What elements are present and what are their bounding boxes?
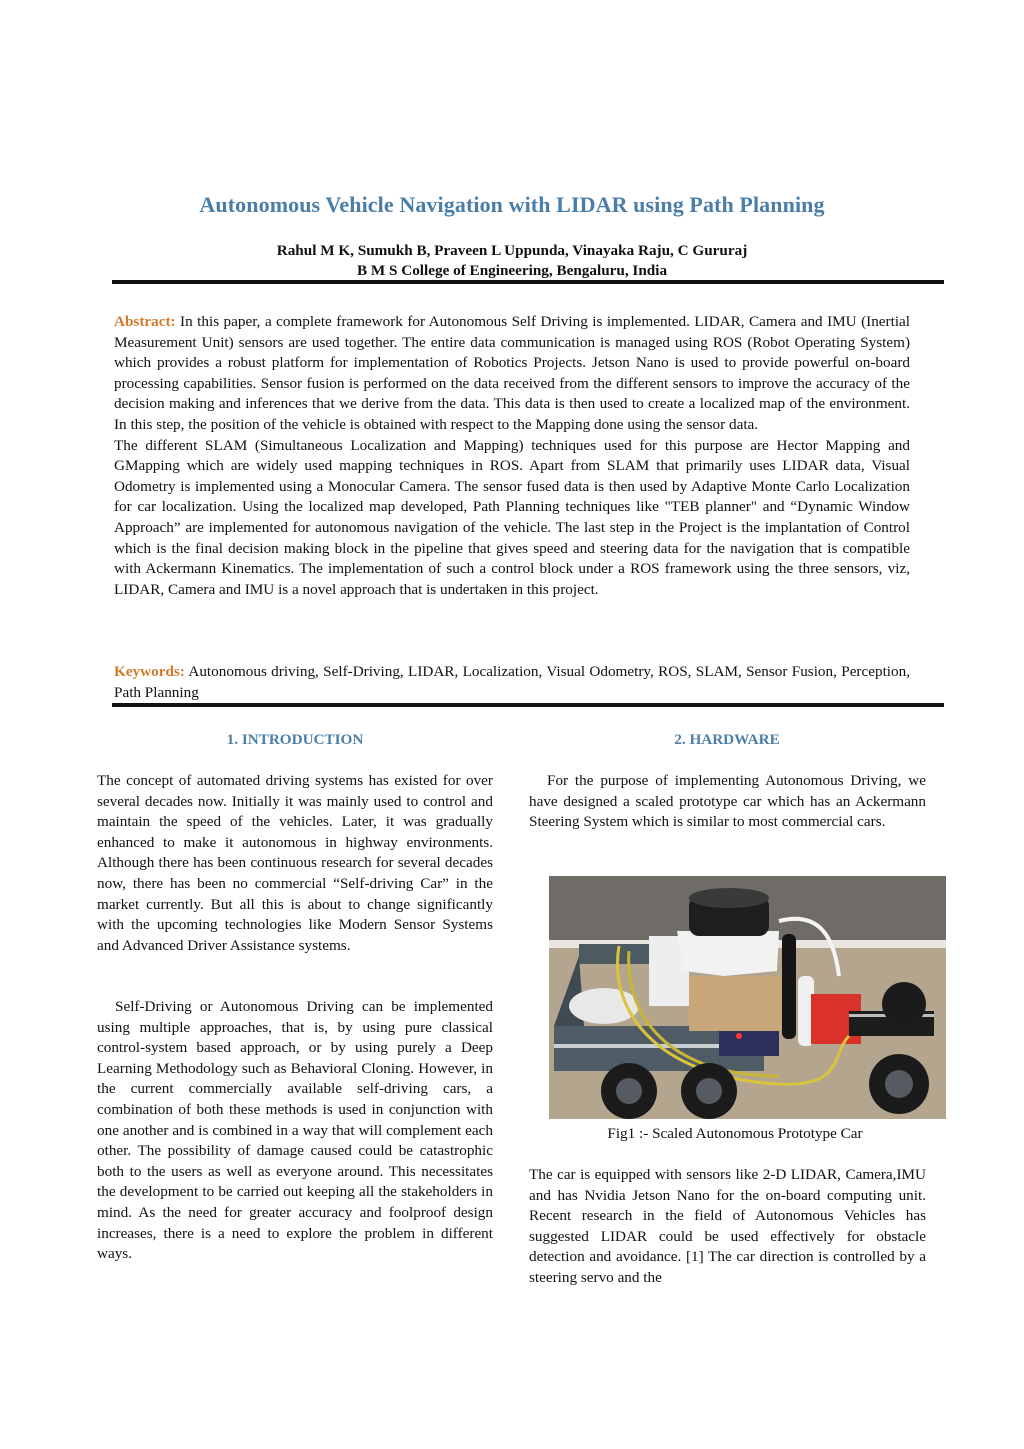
abstract-paragraph-2: The different SLAM (Simultaneous Localization and Mapping) techniques used for this purpose are Hector Mapping and GMapping which are widely used mapping techniques in ROS. Apart from SLAM that primarily uses LIDAR data, Visual Odometry is implemented using a Monocular Camera. The sensor fused data is then used by Adaptive Monte Carlo Localization for car localization. Using the localized map developed, Path Planning techniques like "TEB planner" and “Dynamic Window Approach” are implemented for autonomous navigation of the vehicle. The last step in the Project is the implantation of Control which is the final decision making block in the pipeline that gives speed and steering data for the navigation that is compatible with Ackermann Kinematics. The implementation of such a control block under a ROS framework using the three sensors, viz, LIDAR, Camera and IMU is a novel approach that is undertaken in this project. <box>114 436 910 598</box>
introduction-paragraph-1: The concept of automated driving systems has existed for over several decades now. Initially it was mainly used to control and maintain the speed of the vehicles. Later, it was gradually enhanced to make it autonomous in highway environments. Although there has been continuous research for several decades now, there has been no commercial “Self-driving Car” in the market currently. But all this is about to change significantly with the upcoming technologies like Modern Sensor Systems and Advanced Driver Assistance systems. <box>97 772 493 954</box>
author-block <box>0 241 1024 281</box>
cable-bundle <box>569 988 639 1024</box>
paper-title: Autonomous Vehicle Navigation with LIDAR using Path Planning <box>199 192 825 217</box>
status-led <box>736 1033 742 1039</box>
affiliation: B M S College of Engineering, Bengaluru, India <box>356 262 668 279</box>
author-list: Rahul M K, Sumukh B, Praveen L Uppunda, Vinayaka Raju, C Gururaj <box>276 242 748 259</box>
keywords-label: Keywords: <box>114 663 185 680</box>
bottom-divider <box>112 703 944 707</box>
wheel-front <box>869 1054 929 1114</box>
top-divider <box>112 280 944 284</box>
servo-driver-board <box>719 1031 779 1056</box>
abstract <box>114 312 910 600</box>
section-heading-hardware: 2. HARDWARE <box>674 731 780 748</box>
keywords-text: Autonomous driving, Self-Driving, LIDAR, Localization, Visual Odometry, ROS, SLAM, Sensor Fusion, Perception, Path Planning <box>114 663 910 701</box>
abstract-paragraph-1 <box>114 312 910 436</box>
figure-prototype-car-photo <box>549 876 946 1119</box>
figure-caption: Fig1 :- Scaled Autonomous Prototype Car <box>607 1125 863 1142</box>
wheel-front-far <box>882 982 926 1026</box>
keywords <box>114 662 910 703</box>
lidar-top <box>689 888 769 908</box>
antenna <box>782 934 796 1039</box>
car-photo-illustration <box>549 876 946 1119</box>
lidar-mount <box>677 931 779 976</box>
wheel-rear-2 <box>681 1063 737 1119</box>
abstract-text-1: In this paper, a complete framework for Autonomous Self Driving is implemented. LIDAR, Camera and IMU (Inertial Measurement Unit) sensors are used together. The entire data communication is managed using ROS (Robot Operating System) which provides a robust platform for implementation of Robotics Projects. Jetson Nano is used to provide powerful on-board processing capabilities. Sensor fusion is performed on the data received from the different sensors to improve the accuracy of the decision making and inferences that we derive from the data. This data is then used to create a localized map of the environment. In this step, the position of the vehicle is obtained with respect to the Mapping done using the sensor data. <box>114 313 911 433</box>
wheel-rear-1 <box>601 1063 657 1119</box>
hardware-paragraph-1: For the purpose of implementing Autonomous Driving, we have designed a scaled prototype car which has an Ackermann Steering System which is similar to most commercial cars. <box>529 772 926 831</box>
section-heading-introduction: 1. INTRODUCTION <box>226 731 364 748</box>
introduction-paragraph-2: Self-Driving or Autonomous Driving can be implemented using multiple approaches, that is, by using pure classical control-system based approach, or by using purely a Deep Learning Methodology such as Behavioral Cloning. However, in the current commercially available self-driving cars, a combination of both these methods is used in conjunction with one another and is combined in a way that will complement each other. The possibility of damage caused could be catastrophic both to the users as well as everyone around. This necessitates the development to be carried out keeping all the stakeholders in mind. As the need for greater accuracy and foolproof design increases, there is a need to explore the problem in different ways. <box>97 998 493 1263</box>
cardboard-box <box>689 976 784 1031</box>
abstract-label: Abstract: <box>114 313 176 330</box>
hardware-paragraph-2: The car is equipped with sensors like 2-D LIDAR, Camera,IMU and has Nvidia Jetson Nano for the on-board computing unit. Recent research in the field of Autonomous Vehicles has suggested LIDAR could be used effectively for obstacle detection and avoidance. [1] The car direction is controlled by a steering servo and the <box>529 1166 926 1286</box>
